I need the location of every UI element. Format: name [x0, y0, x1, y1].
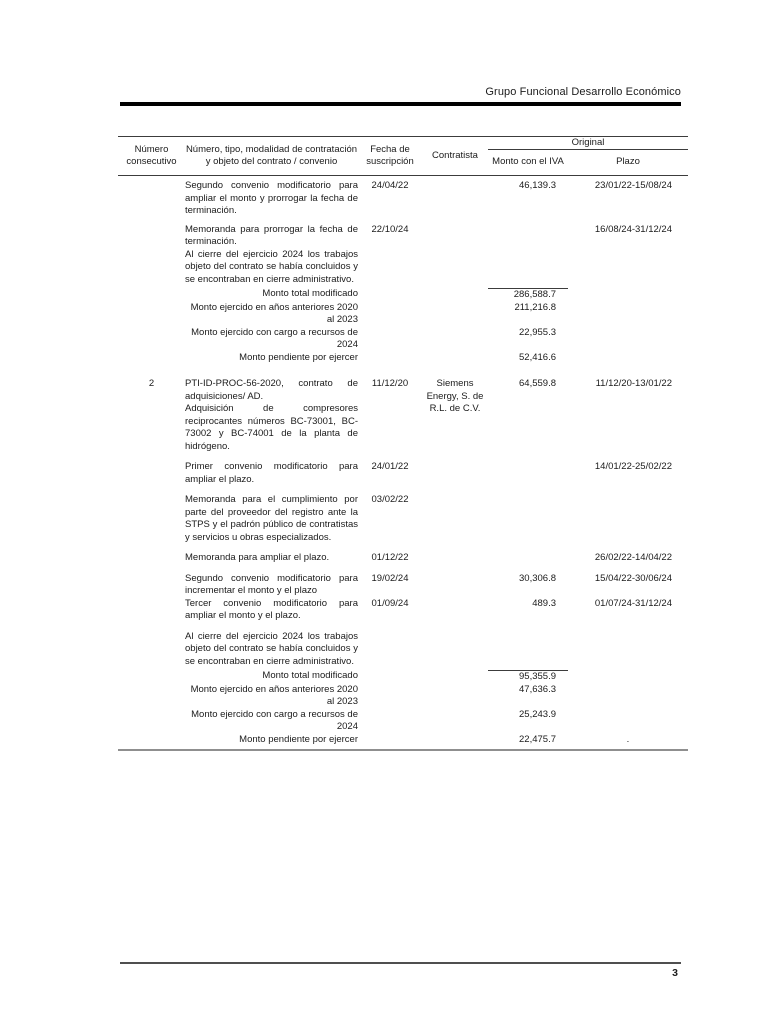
description-cell [185, 180, 358, 218]
description-text: Segundo convenio modificatorio para ampliar el monto y prorrogar la fecha de terminación. [185, 180, 358, 216]
amount-cell: 46,139.3 [519, 180, 556, 191]
description-cell [185, 224, 358, 287]
summary-label-cell: Monto pendiente por ejercer [239, 733, 358, 745]
subscription-date-cell: 24/01/22 [371, 461, 409, 472]
description-cell [185, 598, 358, 623]
amount-cell: 64,559.8 [519, 378, 556, 389]
header-rule [120, 102, 681, 106]
description-text: Memoranda para el cumplimiento por parte del proveedor del registro ante la STPS y el padrón público de contratistas y servicios u obras especializados. [185, 494, 358, 543]
header-consecutive-number: Número consecutivo [126, 143, 177, 167]
table-row [118, 461, 688, 486]
summary-amount-cell: 286,588.7 [488, 288, 568, 302]
term-cell: 11/12/20-13/01/22 [595, 378, 672, 389]
term-cell: . [626, 733, 630, 745]
term-cell: 15/04/22-30/06/24 [594, 572, 672, 584]
summary-label-cell: Monto ejercido con cargo a recursos de 2024 [191, 326, 358, 350]
footer-rule [120, 962, 681, 964]
description-cell [185, 378, 358, 453]
summary-label-cell: Monto pendiente por ejercer [239, 351, 358, 363]
description-text: Al cierre del ejercicio 2024 los trabajos objeto del contrato se había concluidos y se encontraban en cierre administrativo. [185, 630, 358, 667]
amount-cell: 489.3 [532, 597, 556, 609]
description-cell [185, 631, 358, 669]
subscription-date-cell: 19/02/24 [371, 572, 409, 584]
description-text: Segundo convenio modificatorio para incrementar el monto y el plazo [185, 572, 358, 596]
term-cell: 14/01/22-25/02/22 [594, 461, 672, 472]
description-cell [185, 552, 358, 565]
summary-row [118, 709, 688, 734]
summary-amount-cell: 22,955.3 [519, 326, 556, 338]
table-row [118, 180, 688, 218]
summary-label-cell: Monto ejercido en años anteriores 2020 al 2023 [190, 301, 358, 325]
summary-row [118, 288, 688, 302]
term-cell: 16/08/24-31/12/24 [594, 223, 672, 235]
consecutive-number-cell: 2 [148, 378, 155, 389]
summary-row [118, 352, 688, 365]
description-text: Al cierre del ejercicio 2024 los trabajos objeto del contrato se había concluidos y se encontraban en cierre administrativo. [185, 248, 358, 285]
table-row [118, 631, 688, 669]
description-text: Primer convenio modificatorio para ampliar el plazo. [185, 461, 358, 485]
summary-row [118, 302, 688, 327]
description-cell [185, 494, 358, 544]
summary-amount-cell: 22,475.7 [519, 733, 556, 745]
table-header-row [118, 136, 688, 176]
table-row [118, 494, 688, 544]
subscription-date-cell: 11/12/20 [371, 378, 409, 389]
subscription-date-cell: 24/04/22 [371, 180, 409, 191]
header-contractor: Contratista [432, 149, 478, 161]
summary-label-cell: Monto ejercido con cargo a recursos de 2024 [191, 708, 358, 732]
summary-amount-cell: 95,355.9 [488, 670, 568, 684]
summary-row [118, 327, 688, 352]
subscription-date-cell: 03/02/22 [371, 494, 409, 505]
description-text: Memoranda para ampliar el plazo. [185, 552, 330, 563]
header-original-group [488, 137, 688, 175]
summary-row [118, 684, 688, 709]
subscription-date-cell: 22/10/24 [371, 223, 409, 235]
header-description: Número, tipo, modalidad de contratación y objeto del contrato / convenio [185, 143, 358, 167]
summary-row [118, 670, 688, 684]
header-original: Original [488, 137, 688, 150]
description-text: Adquisición de compresores reciprocantes números BC-73001, BC-73002 y BC-74001 de la planta de hidrógeno. [185, 403, 358, 452]
description-text: PTI-ID-PROC-56-2020, contrato de adquisiciones/ AD. [185, 378, 358, 402]
summary-label-cell: Monto total modificado [262, 288, 358, 299]
subscription-date-cell: 01/09/24 [371, 597, 409, 609]
contracts-table [118, 136, 688, 751]
summary-label-cell: Monto total modificado [262, 670, 358, 681]
page-number: 3 [672, 967, 678, 979]
header-term: Plazo [616, 156, 640, 168]
summary-amount-cell: 47,636.3 [519, 683, 556, 695]
description-text: Tercer convenio modificatorio para ampliar el monto y el plazo. [185, 597, 358, 621]
summary-row [118, 734, 688, 747]
description-text: Memoranda para prorrogar la fecha de terminación. [185, 223, 358, 247]
summary-amount-cell: 25,243.9 [519, 708, 556, 720]
amount-cell: 30,306.8 [519, 572, 556, 584]
page-header-title: Grupo Funcional Desarrollo Económico [485, 86, 681, 98]
table-row [118, 598, 688, 623]
summary-amount-cell: 211,216.8 [514, 301, 556, 313]
table-row [118, 573, 688, 598]
table-row [118, 552, 688, 565]
table-bottom-rule [118, 749, 688, 751]
table-row [118, 378, 688, 453]
description-cell [185, 573, 358, 598]
term-cell: 23/01/22-15/08/24 [594, 180, 672, 191]
table-row [118, 224, 688, 287]
summary-amount-cell: 52,416.6 [519, 351, 556, 363]
description-cell [185, 461, 358, 486]
contractor-cell: Siemens Energy, S. de R.L. de C.V. [426, 378, 484, 414]
header-amount-with-vat: Monto con el IVA [492, 156, 564, 168]
term-cell: 01/07/24-31/12/24 [594, 597, 672, 609]
header-subscription-date: Fecha de suscripción [366, 143, 414, 167]
term-cell: 26/02/22-14/04/22 [594, 552, 672, 563]
subscription-date-cell: 01/12/22 [371, 552, 409, 563]
summary-label-cell: Monto ejercido en años anteriores 2020 al 2023 [190, 683, 358, 707]
